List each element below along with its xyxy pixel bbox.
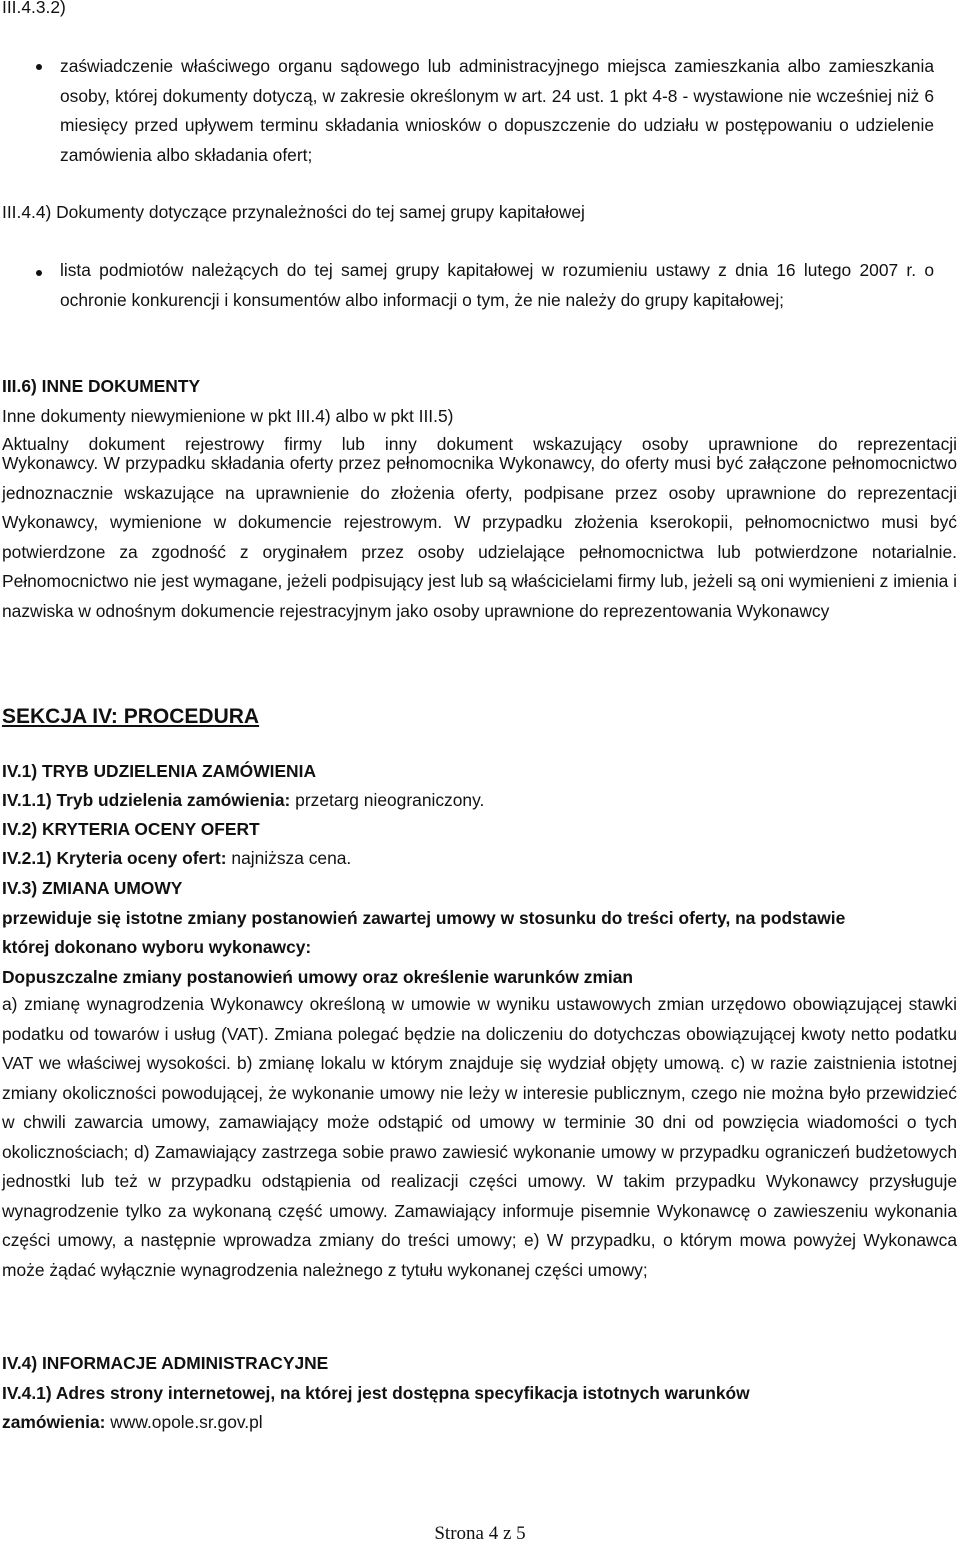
subsection-heading: IV.2) KRYTERIA OCENY OFERT: [2, 819, 260, 839]
subsection-heading: IV.3) ZMIANA UMOWY: [2, 878, 183, 898]
bullet-icon: [36, 270, 42, 276]
field-value: przetarg nieograniczony.: [290, 790, 485, 810]
question-line: której dokonano wyboru wykonawcy:: [2, 937, 312, 957]
list-item: zaświadczenie właściwego organu sądowego lub administracyjnego miejsca zamieszkania albo zamieszkania osoby, której dokumenty dotyczą, w zakresie określonym w art. 24 ust. 1 pkt 4-8 - wystawione nie wcześniej niż 6 miesięcy przed upływem terminu składania wniosków o dopuszczenie do udziału w postępowaniu o udzielenie zamówienia albo składania ofert;: [60, 56, 934, 165]
field-label: IV.1.1) Tryb udzielenia zamówienia:: [2, 790, 291, 810]
section-heading: III.4.4) Dokumenty dotyczące przynależności do tej samej grupy kapitałowej: [2, 202, 585, 222]
section-heading: III.6) INNE DOKUMENTY: [2, 376, 201, 396]
field-row: [2, 1411, 263, 1433]
subsection-heading: IV.4) INFORMACJE ADMINISTRACYJNE: [2, 1353, 329, 1373]
paragraph: Wykonawcy. W przypadku składania oferty przez pełnomocnika Wykonawcy, do oferty musi być załączone pełnomocnictwo jednoznacznie wskazujące na uprawnienie do złożenia oferty, podpisane przez osoby uprawnione do reprezentacji Wykonawcy, wymienione w dokumencie rejestrowym. W przypadku złożenia kserokopii, pełnomocnictwo musi być potwierdzone za zgodność z oryginałem przez osoby udzielające pełnomocnictwa lub potwierdzone notarialnie. Pełnomocnictwo nie jest wymagane, jeżeli podpisujący jest lub są właścicielami firmy lub, jeżeli są oni wymienieni z imienia i nazwiska w odnośnym dokumencie rejestracyjnym jako osoby uprawnione do reprezentowania Wykonawcy: [2, 453, 957, 621]
paragraph: a) zmianę wynagrodzenia Wykonawcy określoną w umowie w wyniku ustawowych zmian urzędowo obowiązującej stawki podatku od towarów i usług (VAT). Zmiana polegać będzie na doliczeniu do dotychczas obowiązującej kwoty netto podatku VAT we właściwej wysokości. b) zmianę lokalu w którym znajduje się wydział objęty umową. c) w razie zaistnienia istotnej zmiany okoliczności powodującej, że wykonanie umowy nie leży w interesie publicznym, czego nie można było przewidzieć w chwili zawarcia umowy, zamawiający może odstąpić od umowy w terminie 30 dni od powzięcia wiadomości o tych okolicznościach; d) Zamawiający zastrzega sobie prawo zawiesić wykonanie umowy w przypadku ograniczeń budżetowych jednostki lub też w przypadku odstąpienia od realizacji części umowy. W takim przypadku Wykonawcy przysługuje wynagrodzenie tylko za wykonaną część umowy. Zamawiający informuje pisemnie Wykonawcę o zawieszeniu wykonania części umowy, a następnie wprowadza zmiany do treści umowy; e) W przypadku, o którym mowa powyżej Wykonawca może żądać wyłącznie wynagrodzenia należnego z tytułu wykonanej części umowy;: [2, 994, 957, 1280]
field-value: najniższa cena.: [226, 848, 352, 868]
field-row: [2, 789, 484, 811]
field-label: IV.4.1) Adres strony internetowej, na której jest dostępna specyfikacja istotnych warunków: [2, 1383, 750, 1403]
paragraph-lead: Aktualny dokument rejestrowy firmy lub inny dokument wskazujący osoby uprawnione do reprezentacji: [2, 434, 957, 454]
bullet-icon: [36, 64, 42, 70]
field-label: zamówienia:: [2, 1412, 106, 1432]
subsection-heading: IV.1) TRYB UDZIELENIA ZAMÓWIENIA: [2, 761, 317, 781]
section-title: SEKCJA IV: PROCEDURA: [2, 705, 260, 728]
subheading: Inne dokumenty niewymienione w pkt III.4) albo w pkt III.5): [2, 406, 454, 426]
section-ref: III.4.3.2): [2, 0, 66, 17]
field-row: [2, 847, 351, 869]
allowed-changes-heading: Dopuszczalne zmiany postanowień umowy oraz określenie warunków zmian: [2, 967, 634, 987]
page-number: Strona 4 z 5: [434, 1523, 526, 1544]
website-link[interactable]: www.opole.sr.gov.pl: [105, 1412, 263, 1432]
field-label: IV.2.1) Kryteria oceny ofert:: [2, 848, 227, 868]
question-line: przewiduje się istotne zmiany postanowień zawartej umowy w stosunku do treści oferty, na podstawie: [2, 908, 846, 928]
list-item: lista podmiotów należących do tej samej grupy kapitałowej w rozumieniu ustawy z dnia 16 lutego 2007 r. o ochronie konkurencji i konsumentów albo informacji o tym, że nie należy do grupy kapitałowej;: [60, 260, 934, 310]
